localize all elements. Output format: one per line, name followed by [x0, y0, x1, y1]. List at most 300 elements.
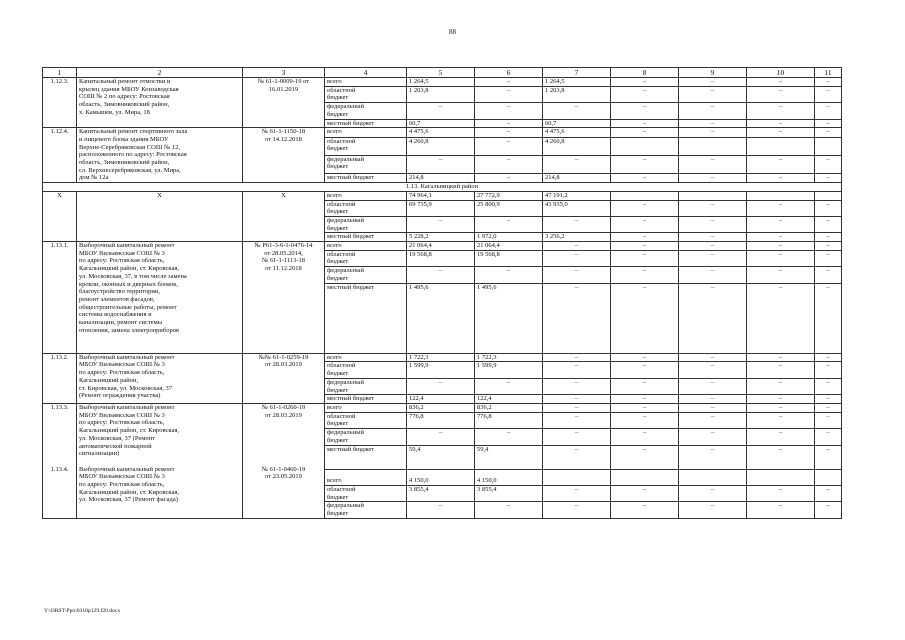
cell-value: 60,7 [409, 119, 421, 127]
value-cell [815, 395, 842, 404]
cell-value: 1 264,5 [545, 78, 565, 85]
cell-line: федеральный [327, 267, 364, 275]
cell-value: – [574, 362, 579, 370]
cell-value: 1 495,6 [477, 283, 497, 291]
value-cell [611, 267, 679, 283]
value-cell [407, 502, 475, 518]
cell-line: Выборочный капитальный ремонт [79, 465, 175, 473]
value-cell [407, 200, 475, 216]
item-code-cell [43, 242, 77, 354]
value-cell [611, 86, 679, 102]
cell-value: – [642, 128, 647, 136]
cell-line: № 61-1-1150-18 [261, 128, 306, 136]
cell-line: областной [327, 362, 356, 370]
cell-value: – [642, 155, 647, 163]
value-cell [475, 445, 543, 469]
item-code-cell [43, 128, 77, 183]
funding-source-cell [325, 119, 407, 128]
cell-value: – [642, 200, 647, 208]
item-code-cell [43, 78, 77, 128]
cell-value: – [778, 233, 783, 241]
cell-line: сл. Верхнесеребряковская, ул. Мира, [79, 166, 181, 174]
value-cell [815, 78, 842, 87]
cell-value: – [778, 119, 783, 127]
value-cell [815, 283, 842, 353]
cell-line: областной [327, 412, 356, 420]
funding-source-cell [325, 404, 407, 413]
value-cell [747, 242, 815, 251]
cell-value: – [438, 429, 443, 437]
header-cell: 2 [77, 68, 243, 78]
cell-value: 4 475,6 [545, 128, 565, 136]
cell-value: 1 972,0 [477, 233, 497, 241]
value-cell [543, 200, 611, 216]
value-cell [815, 353, 842, 362]
cell-line: х. Камышев, ул. Мира, 18 [79, 108, 150, 116]
value-cell [815, 119, 842, 128]
value-cell [407, 155, 475, 173]
value-cell [679, 173, 747, 183]
cell-value: – [778, 283, 783, 291]
header-cell: 9 [679, 68, 747, 78]
cell-value: – [778, 395, 783, 403]
cell-value: – [574, 103, 579, 111]
header-cell: 6 [475, 68, 543, 78]
value-cell [815, 200, 842, 216]
cell-value: – [778, 429, 783, 437]
cell-line: местный бюджет [327, 173, 375, 181]
cell-line: № 61-1-0260-19 [261, 404, 306, 411]
cell-value: – [642, 378, 647, 386]
cell-line: всего [327, 477, 342, 485]
value-cell [747, 485, 815, 501]
value-cell [611, 404, 679, 413]
cell-line: № 61-1-0460-19 [261, 465, 306, 473]
cell-value: – [642, 233, 647, 241]
cell-value: – [642, 395, 647, 403]
value-cell [747, 469, 815, 485]
value-cell [679, 86, 747, 102]
value-cell [407, 404, 475, 413]
value-cell [407, 362, 475, 378]
cell-line: местный бюджет [327, 395, 375, 403]
cell-line: от 14.12.2018 [265, 135, 302, 143]
value-cell [611, 233, 679, 242]
value-cell [475, 250, 543, 266]
cell-value: – [710, 103, 715, 111]
cell-line: ремонт элементов фасадов, [79, 295, 155, 303]
cell-line: местный бюджет [327, 233, 375, 241]
cell-value: 21 064,4 [477, 242, 500, 250]
cell-value: 60,7 [545, 119, 557, 127]
cell-line: № Р61-3-6-1-0476-14 [254, 242, 313, 250]
value-cell [407, 353, 475, 362]
cell-value: – [642, 362, 647, 370]
cell-line: федеральный [327, 216, 364, 224]
cell-value: – [778, 353, 783, 361]
cell-value: 836,2 [477, 404, 492, 411]
cell-value: 21 064,4 [409, 242, 432, 250]
cell-value: – [642, 216, 647, 224]
table-row [43, 353, 842, 362]
object-name-cell [77, 404, 243, 519]
cell-line [45, 442, 74, 450]
cell-line: бюджет [327, 370, 349, 378]
cell-line [45, 419, 74, 427]
funding-source-cell [325, 233, 407, 242]
value-cell [407, 469, 475, 485]
cell-line [245, 427, 322, 435]
cell-value: – [778, 502, 783, 510]
cell-line: Кагальницкий район, ст. Кировская, [79, 265, 179, 273]
cell-line: благоустройство территории, [79, 288, 160, 296]
value-cell [815, 445, 842, 469]
value-cell [475, 502, 543, 518]
value-cell [475, 128, 543, 138]
value-cell [611, 173, 679, 183]
value-cell [815, 86, 842, 102]
cell-value: – [826, 362, 830, 370]
value-cell [543, 191, 611, 200]
value-cell [475, 485, 543, 501]
funding-source-cell [325, 353, 407, 362]
cell-value: – [778, 378, 783, 386]
cell-value: – [826, 267, 830, 275]
cell-line: от 28.05.2014, [264, 249, 303, 257]
cell-line: МБОУ Вильямсская СОШ № 3 [79, 473, 165, 481]
cell-line: федеральный [327, 103, 364, 111]
value-cell [611, 155, 679, 173]
cell-line: от 28.03.2019 [265, 411, 302, 419]
cell-value: – [574, 445, 579, 453]
cell-value: – [710, 78, 715, 85]
value-cell [543, 216, 611, 232]
cell-line: Верхне-Серебряковская СОШ № 12, [79, 143, 180, 151]
table-row [43, 242, 842, 251]
value-cell [543, 103, 611, 119]
cell-value: – [642, 404, 647, 411]
header-cell: 3 [243, 68, 325, 78]
cell-value: 5 228,2 [409, 233, 429, 241]
cell-line [245, 442, 322, 450]
cell-line: № 61-1-1113-18 [261, 257, 306, 265]
cell-line: крылец здания МБОУ Конзаводская [79, 85, 179, 93]
value-cell [747, 250, 815, 266]
value-cell [679, 119, 747, 128]
value-cell [475, 200, 543, 216]
object-name-cell [77, 78, 243, 128]
cell-line: по адресу: Ростовская область, [79, 257, 165, 265]
cell-value: – [642, 242, 647, 250]
value-cell [679, 404, 747, 413]
funding-source-cell [325, 86, 407, 102]
cell-value: – [778, 485, 783, 493]
cell-line: бюджет [327, 110, 349, 118]
cell-line: бюджет [327, 420, 349, 428]
cell-value: – [506, 173, 511, 181]
cell-line: местный бюджет [327, 119, 375, 127]
cell-line: 1.13.3. [50, 404, 69, 411]
cell-value: – [642, 445, 647, 453]
value-cell [611, 485, 679, 501]
value-cell [611, 216, 679, 232]
cell-line: бюджет [327, 274, 349, 282]
column-number-row [43, 68, 842, 78]
cell-value: – [506, 78, 511, 85]
cell-value: – [710, 250, 715, 258]
cell-value: – [438, 155, 443, 163]
section-title: 1.13. Кагальницкий район [43, 183, 842, 192]
header-cell: 10 [747, 68, 815, 78]
cell-value: – [710, 242, 715, 250]
value-cell [543, 86, 611, 102]
header-cell: 8 [611, 68, 679, 78]
cell-value: – [642, 485, 647, 493]
value-cell [475, 103, 543, 119]
cell-line: (Ремонт ограждения участка) [79, 392, 161, 400]
value-cell [475, 191, 543, 200]
value-cell [475, 378, 543, 394]
value-cell [543, 250, 611, 266]
cell-value: – [574, 250, 579, 258]
cell-value: 1 264,5 [409, 78, 429, 85]
value-cell [815, 250, 842, 266]
cell-value: – [642, 353, 647, 361]
cell-value: – [438, 378, 443, 386]
cell-line [327, 330, 404, 338]
cell-line: всего [327, 242, 342, 250]
cell-line: всего [327, 191, 342, 199]
header-cell: 1 [43, 68, 77, 78]
cell-line: областной [327, 485, 356, 493]
value-cell [747, 502, 815, 518]
cell-line: Капитальный ремонт отмостки и [79, 78, 171, 85]
cell-line: Х [157, 191, 162, 199]
funding-source-cell [325, 242, 407, 251]
object-name-cell [77, 242, 243, 354]
cell-value: – [826, 78, 830, 85]
value-cell [407, 242, 475, 251]
value-cell [815, 267, 842, 283]
funding-source-cell [325, 429, 407, 445]
funding-source-cell [325, 445, 407, 469]
value-cell [543, 502, 611, 518]
cell-line [327, 461, 404, 469]
cell-value: – [826, 395, 830, 403]
value-cell [543, 78, 611, 87]
value-cell [611, 78, 679, 87]
cell-line: областной [327, 137, 356, 145]
value-cell [543, 233, 611, 242]
value-cell [543, 283, 611, 353]
value-cell [407, 283, 475, 353]
cell-spacer [409, 470, 472, 478]
cell-value: – [574, 155, 579, 163]
value-cell [815, 429, 842, 445]
funding-source-cell [325, 469, 407, 485]
cell-value: – [778, 173, 783, 181]
value-cell [747, 119, 815, 128]
value-cell [747, 404, 815, 413]
cell-line: Кагальницкий район, ст. Кировская, [79, 488, 179, 496]
cell-value: – [642, 250, 647, 258]
cell-value: – [778, 412, 783, 420]
cell-value: – [778, 362, 783, 370]
value-cell [407, 128, 475, 138]
cell-line: 16.01.2019 [268, 85, 299, 93]
funding-source-cell [325, 216, 407, 232]
value-cell [543, 353, 611, 362]
value-cell [407, 137, 475, 155]
cell-value: – [826, 242, 830, 250]
cell-line: ст. Кировская, ул. Московская, 37 [79, 384, 172, 392]
value-cell [747, 445, 815, 469]
value-cell [679, 78, 747, 87]
funding-source-cell [325, 137, 407, 155]
value-cell [611, 362, 679, 378]
cell-line: Выборочный капитальный ремонт [79, 404, 175, 411]
cell-line: бюджет [327, 163, 349, 171]
value-cell [543, 395, 611, 404]
funding-source-cell [325, 502, 407, 518]
object-name-cell [77, 128, 243, 183]
cell-line: областной [327, 200, 356, 208]
cell-value: – [506, 119, 511, 127]
cell-value: 122,4 [409, 395, 424, 403]
cell-value: – [506, 502, 511, 510]
value-cell [475, 137, 543, 155]
cell-line: от 28.03.2019 [265, 361, 302, 369]
cell-value: – [826, 445, 830, 453]
cell-line [327, 453, 404, 461]
budget-table [42, 67, 842, 519]
value-cell [815, 412, 842, 428]
value-cell [543, 429, 611, 445]
cell-value: 59,4 [477, 445, 489, 453]
object-name-cell [77, 191, 243, 241]
cell-value: – [710, 267, 715, 275]
header-cell: 5 [407, 68, 475, 78]
value-cell [747, 267, 815, 283]
value-cell [679, 485, 747, 501]
value-cell [679, 395, 747, 404]
cell-value: – [506, 137, 511, 145]
cell-value: – [574, 267, 579, 275]
cell-line [45, 458, 74, 466]
header-cell: 4 [325, 68, 407, 78]
cell-value: 1 599,9 [477, 362, 497, 370]
value-cell [679, 250, 747, 266]
cell-value: 1 722,3 [409, 353, 429, 361]
cell-value: – [710, 395, 715, 403]
cell-line [45, 435, 74, 443]
funding-source-cell [325, 283, 407, 353]
cell-line [327, 299, 404, 307]
value-cell [543, 155, 611, 173]
cell-line: местный бюджет [327, 445, 375, 453]
cell-line: Выборочный капитальный ремонт [79, 353, 175, 361]
cell-line: МБОУ Вильямсская СОШ № 3 [79, 361, 165, 369]
value-cell [679, 128, 747, 138]
cell-value: 776,8 [477, 412, 492, 420]
cell-value: – [710, 128, 715, 136]
cell-value: 3 256,2 [545, 233, 565, 241]
value-cell [747, 78, 815, 87]
value-cell [815, 469, 842, 485]
value-cell [543, 362, 611, 378]
cell-value: – [574, 412, 579, 420]
cell-value: – [826, 283, 830, 291]
value-cell [475, 78, 543, 87]
value-cell [543, 119, 611, 128]
cell-value: – [506, 378, 511, 386]
cell-line: №№ 61-1-0259-19 [258, 353, 309, 361]
value-cell [407, 485, 475, 501]
cell-value: – [710, 485, 715, 493]
value-cell [543, 242, 611, 251]
item-code-cell [43, 191, 77, 241]
cell-spacer [477, 470, 540, 478]
cell-value: – [710, 353, 715, 361]
cell-value: – [642, 283, 647, 291]
cell-line: общестроительные работы, ремонт [79, 303, 177, 311]
value-cell [747, 191, 815, 200]
cell-value: – [574, 502, 579, 510]
cell-line [327, 345, 404, 353]
value-cell [747, 233, 815, 242]
value-cell [407, 78, 475, 87]
funding-source-cell [325, 103, 407, 119]
value-cell [475, 86, 543, 102]
value-cell [815, 155, 842, 173]
funding-source-cell [325, 395, 407, 404]
cell-value: – [710, 200, 715, 208]
funding-source-cell [325, 412, 407, 428]
cell-line: областной [327, 86, 356, 94]
value-cell [679, 378, 747, 394]
value-cell [747, 353, 815, 362]
value-cell [815, 216, 842, 232]
cell-value: 43 935,0 [545, 200, 568, 208]
funding-source-cell [325, 250, 407, 266]
value-cell [747, 362, 815, 378]
cell-value: – [506, 86, 511, 94]
value-cell [543, 469, 611, 485]
value-cell [679, 469, 747, 485]
cell-line: от 23.05.2019 [265, 473, 302, 481]
value-cell [543, 445, 611, 469]
value-cell [543, 137, 611, 155]
cell-line [245, 450, 322, 458]
cell-value: – [778, 200, 783, 208]
value-cell [475, 119, 543, 128]
cell-value: – [506, 216, 511, 224]
cell-line: по адресу: Ростовская область, [79, 419, 165, 427]
document-number-cell [243, 128, 325, 183]
value-cell [611, 128, 679, 138]
value-cell [543, 267, 611, 283]
value-cell [815, 242, 842, 251]
value-cell [679, 429, 747, 445]
object-name-cell [77, 353, 243, 403]
cell-value: – [778, 242, 783, 250]
cell-value: – [778, 78, 783, 85]
cell-value: – [642, 119, 647, 127]
value-cell [543, 412, 611, 428]
item-code-cell [43, 353, 77, 403]
cell-value: 4 150,0 [477, 477, 497, 485]
value-cell [679, 283, 747, 353]
